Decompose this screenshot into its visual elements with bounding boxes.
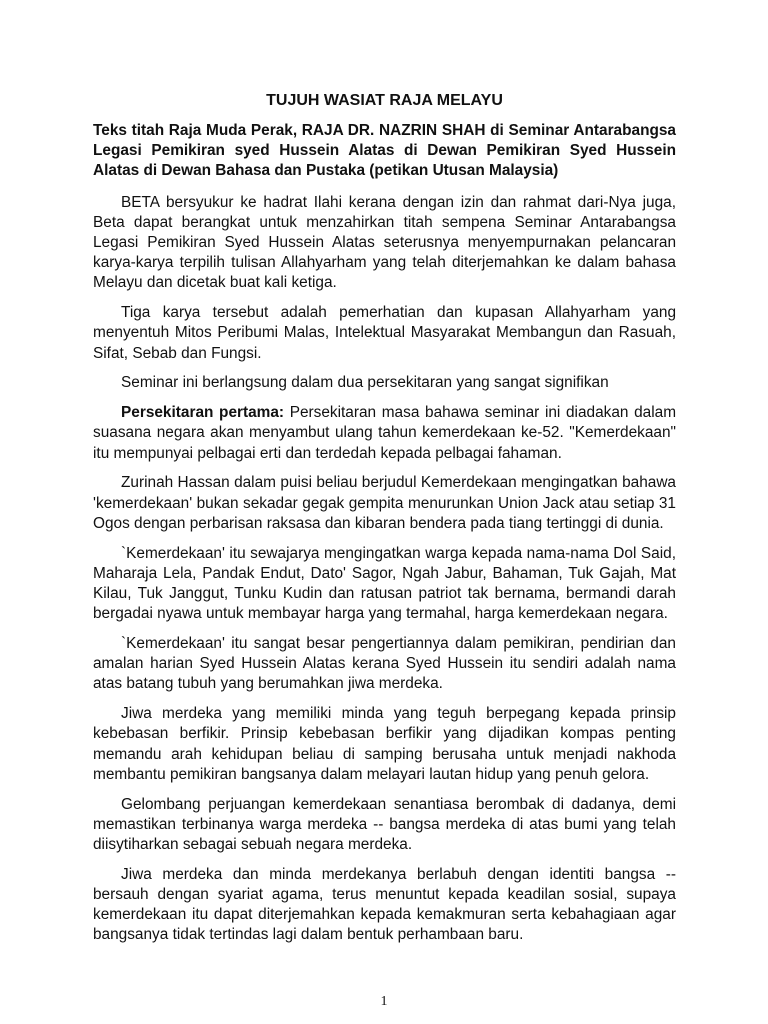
paragraph-6: `Kemerdekaan' itu sewajarya mengingatkan warga kepada nama-nama Dol Said, Maharaja Lela, Pandak Endut, Dato' Sagor, Ngah Jabur, Bahaman, Tuk Gajah, Mat Kilau, Tuk Janggut, Tunku Kudin dan ratusan patriot tak bernama, bermandi darah bergadai nyawa untuk membayar harga yang termahal, harga kemerdekaan negara. [93, 544, 676, 623]
paragraph-1: BETA bersyukur ke hadrat Ilahi kerana dengan izin dan rahmat dari-Nya juga, Beta dapat berangkat untuk menzahirkan titah sempena Seminar Antarabangsa Legasi Pemikiran Syed Hussein Alatas seterusnya menyempurnakan pelancaran karya-karya terpilih tulisan Allahyarham yang telah diterjemahkan ke dalam bahasa Melayu dan dicetak buat kali ketiga. [93, 193, 676, 292]
paragraph-2: Tiga karya tersebut adalah pemerhatian dan kupasan Allahyarham yang menyentuh Mitos Peribumi Malas, Intelektual Masyarakat Membangun dan Rasuah, Sifat, Sebab dan Fungsi. [93, 304, 676, 362]
paragraph-3: Seminar ini berlangsung dalam dua persekitaran yang sangat signifikan [121, 374, 609, 392]
paragraph-4-label: Persekitaran pertama: [121, 404, 285, 422]
document-intro: Teks titah Raja Muda Perak, RAJA DR. NAZRIN SHAH di Seminar Antarabangsa Legasi Pemikiran syed Hussein Alatas di Dewan Pemikiran Syed Hussein Alatas di Dewan Bahasa dan Pustaka (petikan Utusan Malaysia) [93, 122, 676, 180]
paragraph-4 [93, 403, 676, 464]
page-number: 1 [380, 994, 388, 1009]
paragraph-4-text: Persekitaran masa bahawa seminar ini diadakan dalam suasana negara akan menyambut ulang tahun kemerdekaan ke-52. "Kemerdekaan" itu mempunyai pelbagai erti dan terdedah kepada pelbagai fahaman. [93, 404, 677, 462]
paragraph-5: Zurinah Hassan dalam puisi beliau berjudul Kemerdekaan mengingatkan bahawa 'kemerdekaan' bukan sekadar gegak gempita menurunkan Union Jack atau setiap 31 Ogos dengan perbarisan raksasa dan kibaran bendera pada tiang tertinggi di dunia. [93, 474, 676, 532]
document-title: TUJUH WASIAT RAJA MELAYU [266, 92, 503, 109]
paragraph-10: Jiwa merdeka dan minda merdekanya berlabuh dengan identiti bangsa -- bersauh dengan syariat agama, terus menuntut kepada keadilan sosial, supaya kemerdekaan itu dapat diterjemahkan kepada kemakmuran serta kebahagiaan agar bangsanya tidak tertindas lagi dalam bentuk perhambaan baru. [93, 865, 676, 944]
paragraph-9: Gelombang perjuangan kemerdekaan senantiasa berombak di dadanya, demi memastikan terbinanya warga merdeka -- bangsa merdeka di atas bumi yang telah diisytiharkan sebagai sebuah negara merdeka. [93, 795, 676, 854]
paragraph-8: Jiwa merdeka yang memiliki minda yang teguh berpegang kepada prinsip kebebasan berfikir. Prinsip kebebasan berfikir yang dijadikan kompas penting memandu arah kehidupan beliau di samping berusaha untuk menjadi nakhoda membantu pemikiran bangsanya dalam melayari lautan hidup yang penuh gelora. [93, 705, 676, 783]
paragraph-7: `Kemerdekaan' itu sangat besar pengertiannya dalam pemikiran, pendirian dan amalan harian Syed Hussein Alatas kerana Syed Hussein itu sendiri adalah nama atas batang tubuh yang berumahkan jiwa merdeka. [93, 635, 676, 693]
document-page [93, 90, 676, 955]
